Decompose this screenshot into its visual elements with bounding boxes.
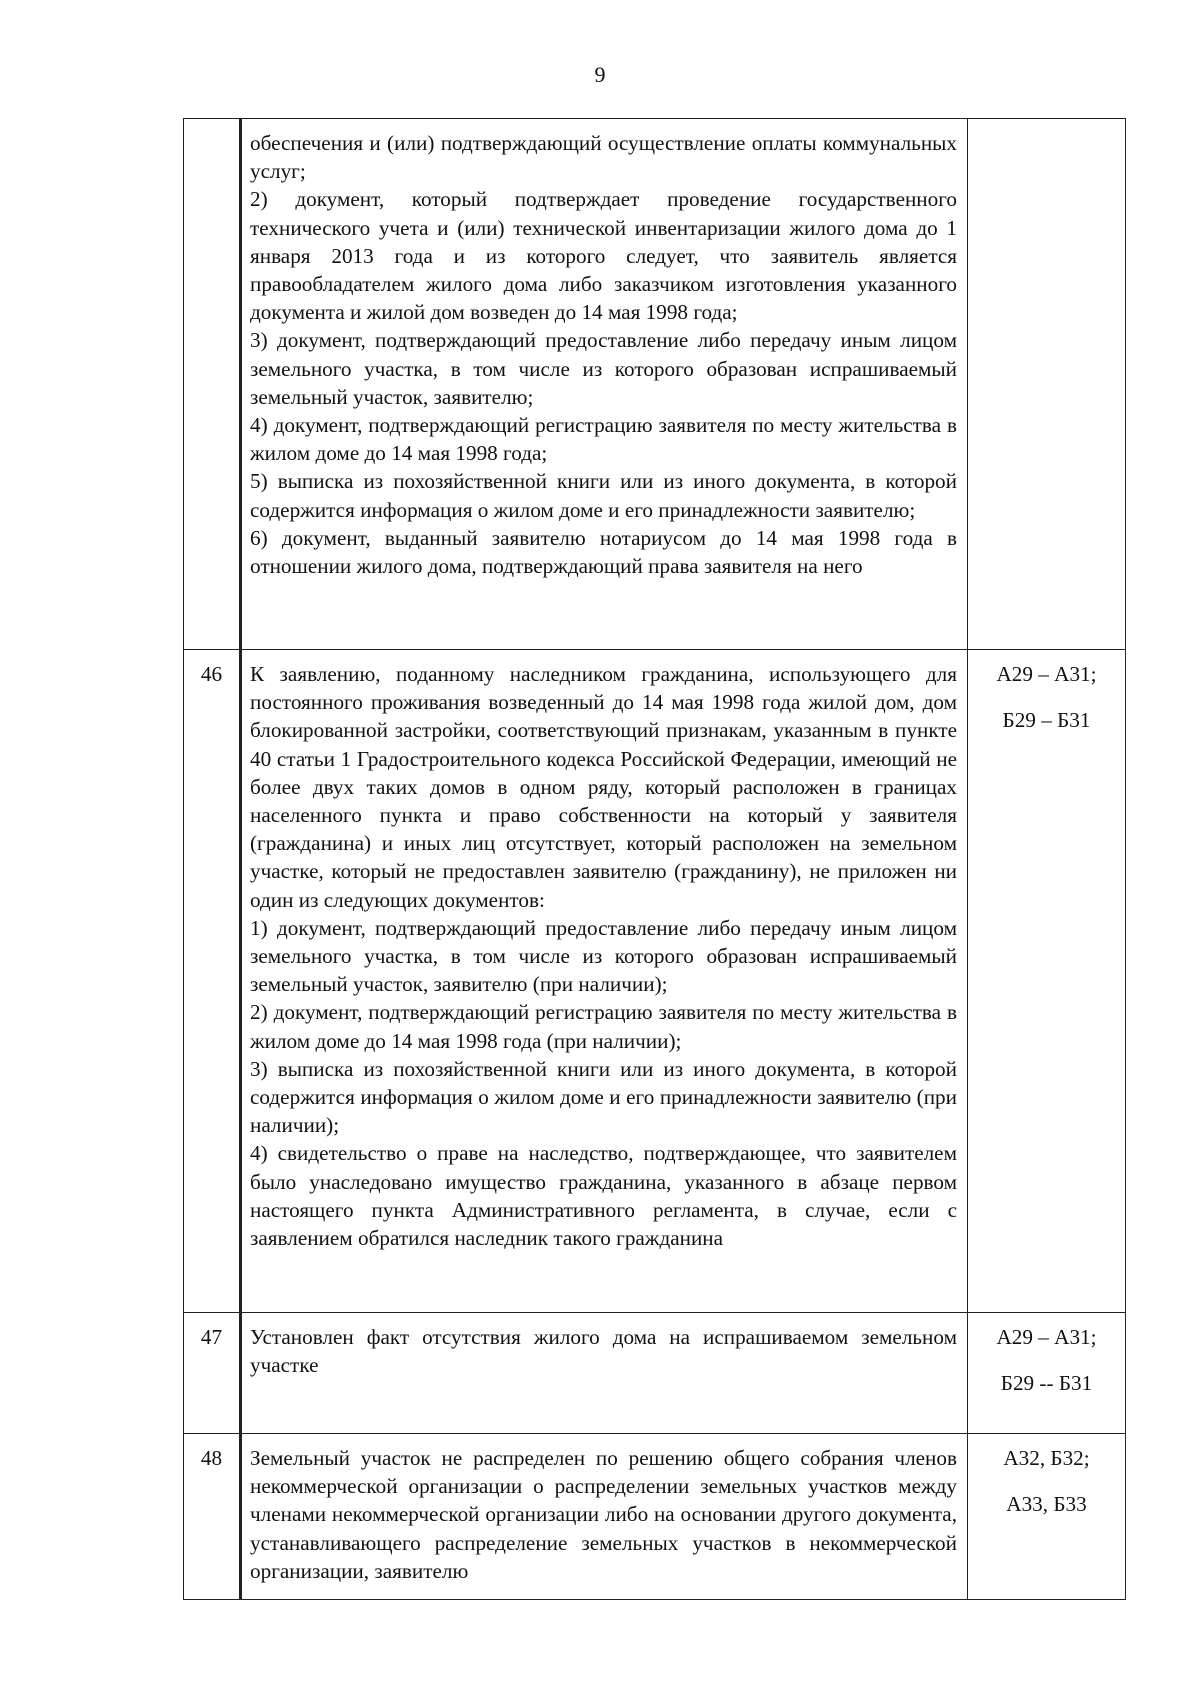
table-row <box>184 1434 1126 1600</box>
paragraph: 2) документ, подтверждающий регистрацию заявителя по месту жительства в жилом доме до 14 мая 1998 года (при наличии); <box>250 1000 957 1053</box>
reference: Б29 -- Б31 <box>1000 1371 1093 1395</box>
reference: Б29 – Б31 <box>1002 708 1091 732</box>
paragraph: обеспечения и (или) подтверждающий осуществление оплаты коммунальных услуг; <box>250 131 957 184</box>
paragraph: Земельный участок не распределен по решению общего собрания членов некоммерческой организации о распределении земельных участков между членами некоммерческой организации либо на основании другого документа, устанавливающего распределение земельных участков в некоммерческой организации, заявителю <box>250 1446 957 1583</box>
table-row <box>184 1313 1126 1434</box>
paragraph: 5) выписка из похозяйственной книги или из иного документа, в которой содержится информация о жилом доме и его принадлежности заявителю; <box>250 469 957 522</box>
requirements-table <box>183 118 1126 1600</box>
reference: А32, Б32; <box>1003 1446 1090 1470</box>
paragraph: 4) свидетельство о праве на наследство, подтверждающее, что заявителем было унаследовано имущество гражданина, указанного в абзаце первом настоящего пункта Административного регламента, в случае, если с заявлением обратился наследник такого гражданина <box>250 1141 957 1251</box>
reference: А29 – А31; <box>996 662 1097 686</box>
row-description <box>241 1313 968 1434</box>
reference: А33, Б33 <box>1006 1492 1087 1516</box>
row-description <box>241 650 968 1313</box>
row-number: 48 <box>184 1434 241 1600</box>
paragraph: 3) выписка из похозяйственной книги или из иного документа, в которой содержится информация о жилом доме и его принадлежности заявителю (при наличии); <box>250 1056 957 1138</box>
table-row <box>184 650 1126 1313</box>
row-references <box>968 650 1126 1313</box>
reference: А29 – А31; <box>996 1325 1097 1349</box>
row-description <box>241 119 968 650</box>
row-number: 47 <box>184 1313 241 1434</box>
row-description <box>241 1434 968 1600</box>
row-number <box>184 119 241 650</box>
row-references <box>968 1313 1126 1434</box>
paragraph: 2) документ, который подтверждает проведение государственного технического учета и (или) технической инвентаризации жилого дома до 1 января 2013 года и из которого следует, что заявитель является правообладателем жилого дома либо заказчиком изготовления указанного документа и жилой дом возведен до 14 мая 1998 года; <box>250 187 957 325</box>
paragraph: 4) документ, подтверждающий регистрацию заявителя по месту жительства в жилом доме до 14 мая 1998 года; <box>250 413 957 466</box>
row-references <box>968 119 1126 650</box>
row-number: 46 <box>184 650 241 1313</box>
paragraph: 3) документ, подтверждающий предоставление либо передачу иным лицом земельного участка, в том числе из которого образован испрашиваемый земельный участок, заявителю; <box>250 328 957 409</box>
paragraph: Установлен факт отсутствия жилого дома на испрашиваемом земельном участке <box>250 1325 957 1378</box>
paragraph: К заявлению, поданному наследником гражданина, использующего для постоянного проживания возведенный до 14 мая 1998 года жилой дом, дом блокированной застройки, соответствующий признакам, указанным в пункте 40 статьи 1 Градостроительного кодекса Российской Федерации, имеющий не более двух таких домов в одном ряду, который расположен в границах населенного пункта и право собственности на который у заявителя (гражданина) и иных лиц отсутствует, который расположен на земельном участке, который не предоставлен заявителю (гражданину), не приложен ни один из следующих документов: <box>250 662 957 912</box>
paragraph: 1) документ, подтверждающий предоставление либо передачу иным лицом земельного участка, в том числе из которого образован испрашиваемый земельный участок, заявителю (при наличии); <box>250 915 957 997</box>
page-number: 9 <box>594 62 606 87</box>
table-row <box>184 119 1126 650</box>
row-references <box>968 1434 1126 1600</box>
paragraph: 6) документ, выданный заявителю нотариусом до 14 мая 1998 года в отношении жилого дома, подтверждающий права заявителя на него <box>250 525 957 579</box>
